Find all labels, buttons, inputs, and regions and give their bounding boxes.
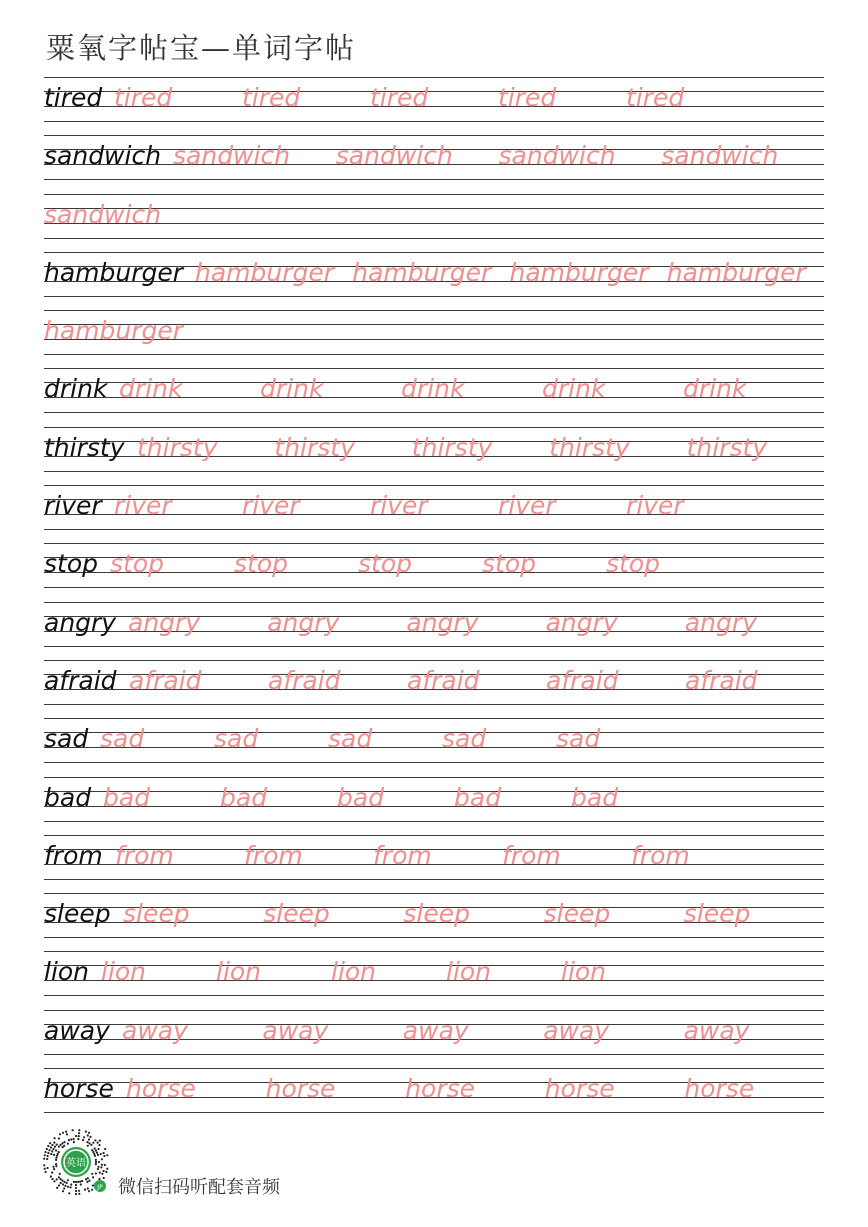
ruling-line [44,821,824,822]
trace-word: angry [545,607,618,637]
trace-word: stop [482,549,536,579]
trace-word: drink [260,374,324,404]
model-word: angry [44,607,117,637]
ruling-line [44,1054,824,1055]
ruling-line [44,529,824,530]
trace-word: thirsty [686,432,768,462]
trace-word: sleep [403,899,470,929]
model-word: tired [44,83,103,112]
trace-word: bad [337,782,385,812]
footer [40,1126,440,1206]
page-title: 粟氧字帖宝—单词字帖 [46,31,357,65]
practice-row [44,485,824,543]
practice-row [44,368,824,426]
ruling-line [44,995,824,996]
trace-word: angry [267,607,340,637]
trace-word: stop [358,549,412,579]
practice-row [44,252,824,310]
ruling-line [44,121,824,122]
ruling-line [44,252,824,253]
trace-word: tired [114,83,173,112]
trace-word: from [631,840,690,870]
ruling-line [44,646,824,647]
ruling-line [44,879,824,880]
ruling-line [44,77,824,78]
ruling-line [44,194,824,195]
trace-word: drink [542,374,606,404]
trace-word: afraid [546,665,619,695]
ruling-line [44,660,824,661]
ruling-line [44,368,824,369]
ruling-line [44,1112,824,1113]
trace-word: hamburger [666,257,806,287]
ruling-line [44,179,824,180]
trace-word: away [402,1015,469,1045]
practice-row [44,1010,824,1068]
trace-word: stop [234,549,288,579]
ruling-line [44,354,824,355]
model-word: drink [44,374,108,404]
trace-word: tired [626,83,685,112]
model-word: lion [44,957,90,987]
ruling-line [44,427,824,428]
ruling-line [44,296,824,297]
trace-word: horse [684,1074,755,1104]
practice-row [44,718,824,776]
ruling-line [44,762,824,763]
ruling-line [44,965,824,966]
trace-word: lion [101,957,147,987]
ruling-line [44,951,824,952]
model-word: sleep [44,899,111,929]
trace-word: afraid [685,665,758,695]
trace-word: sad [556,724,601,754]
trace-word: sandwich [498,141,616,171]
trace-word: drink [401,374,465,404]
practice-row [44,77,824,135]
trace-word: horse [265,1074,336,1104]
trace-word: bad [454,782,502,812]
trace-word: stop [606,549,660,579]
trace-word: from [373,840,432,870]
trace-word: sleep [683,899,751,929]
trace-word: thirsty [137,432,218,462]
model-word: thirsty [44,432,125,462]
trace-word: horse [405,1074,476,1104]
trace-word: lion [446,957,492,987]
trace-word: river [242,491,300,521]
ruling-line [44,310,824,311]
trace-word: away [683,1015,750,1045]
trace-word: sandwich [44,199,162,229]
ruling-line [44,485,824,486]
model-word: stop [44,549,98,579]
trace-word: angry [128,607,201,637]
trace-word: horse [544,1074,615,1104]
trace-word: thirsty [411,432,493,462]
trace-word: sandwich [661,141,779,171]
practice-row [44,543,824,601]
trace-word: sad [100,724,145,754]
trace-word: away [122,1015,188,1045]
model-word: hamburger [44,257,184,287]
ruling-line [44,893,824,894]
model-word: away [44,1015,110,1045]
trace-word: angry [684,607,757,637]
scan-instruction: 微信扫码听配套音频 [118,1177,280,1198]
trace-word: horse [126,1074,196,1104]
ruling-line [44,980,824,981]
trace-word: from [502,840,561,870]
trace-word: from [115,840,174,870]
trace-word: river [498,491,556,521]
practice-row [44,194,824,252]
model-word: horse [44,1074,114,1104]
trace-word: hamburger [352,257,492,287]
practice-row [44,777,824,835]
practice-row [44,602,824,660]
handwriting-sheet [44,77,824,1126]
model-word: from [44,840,103,870]
trace-word: sad [214,724,259,754]
trace-word: lion [216,957,262,987]
ruling-line [44,587,824,588]
trace-word: lion [331,957,377,987]
practice-row [44,951,824,1009]
trace-word: sad [442,724,487,754]
ruling-line [44,135,824,136]
trace-word: sad [328,724,373,754]
practice-row [44,835,824,893]
trace-word: hamburger [195,257,335,287]
ruling-line [44,747,824,748]
ruling-line [44,412,824,413]
ruling-line [44,543,824,544]
trace-word: drink [683,374,747,404]
trace-word: hamburger [44,316,184,346]
trace-word: river [114,491,172,521]
ruling-line [44,718,824,719]
trace-word: sleep [543,899,611,929]
trace-word: afraid [268,665,341,695]
trace-word: bad [571,782,619,812]
qr-code-icon[interactable] [42,1128,110,1196]
trace-word: thirsty [549,432,630,462]
trace-word: angry [406,607,479,637]
model-word: sad [44,724,89,754]
trace-word: tired [370,83,429,112]
practice-row [44,1068,824,1126]
practice-row [44,310,824,368]
trace-word: stop [110,549,164,579]
ruling-line [44,806,824,807]
trace-word: away [262,1015,329,1045]
trace-word: drink [119,374,183,404]
ruling-line [44,238,824,239]
trace-word: afraid [129,665,202,695]
ruling-line [44,1010,824,1011]
trace-word: sandwich [173,141,291,171]
trace-word: bad [220,782,268,812]
ruling-line [44,732,824,733]
qr-badge-label: 英语 [66,1158,86,1169]
model-word: afraid [44,665,117,695]
practice-row [44,660,824,718]
trace-word: afraid [407,665,480,695]
trace-word: sleep [263,899,330,929]
trace-word: tired [498,83,557,112]
ruling-line [44,791,824,792]
trace-word: river [626,491,684,521]
model-word: bad [44,782,92,812]
ruling-line [44,937,824,938]
ruling-line [44,602,824,603]
qr-badge-sub: JP [97,1184,103,1191]
ruling-line [44,1068,824,1069]
ruling-line [44,704,824,705]
practice-row [44,427,824,485]
trace-word: tired [242,83,301,112]
trace-word: thirsty [274,432,355,462]
ruling-line [44,777,824,778]
practice-row [44,893,824,951]
practice-row [44,135,824,193]
trace-word: hamburger [509,257,649,287]
trace-word: sleep [123,899,190,929]
model-word: sandwich [44,141,162,171]
model-word: river [44,491,102,521]
trace-word: lion [561,957,607,987]
trace-word: bad [103,782,151,812]
trace-word: sandwich [335,141,453,171]
ruling-line [44,471,824,472]
ruling-line [44,835,824,836]
trace-word: away [543,1015,610,1045]
trace-word: from [244,840,303,870]
trace-word: river [370,491,428,521]
